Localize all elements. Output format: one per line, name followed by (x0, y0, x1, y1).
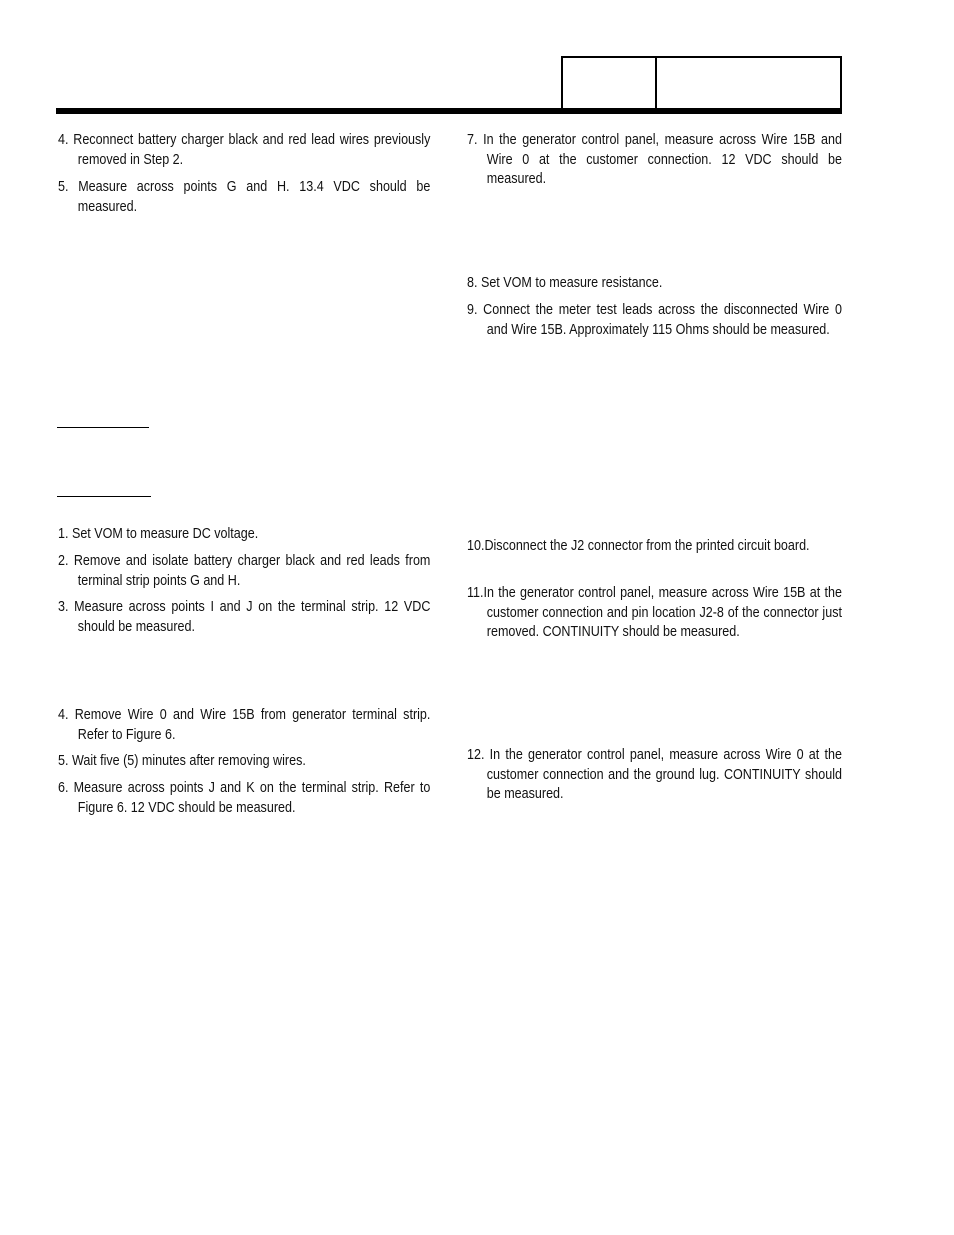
header-box-right (655, 56, 842, 108)
step-left-5a: 5. Measure across points G and H. 13.4 VDC should be measured. (58, 179, 431, 215)
header-box-left (561, 56, 657, 108)
section-heading-underline (57, 427, 149, 428)
step-right-10: 10.Disconnect the J2 connector from the printed circuit board. (467, 538, 810, 554)
step-right-12: 12. In the generator control panel, measure across Wire 0 at the customer connection and the ground lug. CONTINUITY should be measured. (467, 747, 842, 802)
step-left-6: 6. Measure across points J and K on the terminal strip. Refer to Figure 6. 12 VDC should be measured. (58, 780, 431, 816)
step-right-9: 9. Connect the meter test leads across the disconnected Wire 0 and Wire 15B. Approximately 115 Ohms should be measured. (467, 302, 842, 338)
step-left-4a: 4. Reconnect battery charger black and red lead wires previously removed in Step 2. (58, 132, 431, 168)
step-left-3: 3. Measure across points I and J on the terminal strip. 12 VDC should be measured. (58, 599, 431, 635)
step-left-4b: 4. Remove Wire 0 and Wire 15B from generator terminal strip. Refer to Figure 6. (58, 707, 431, 743)
step-right-8: 8. Set VOM to measure resistance. (467, 275, 663, 291)
step-left-2: 2. Remove and isolate battery charger black and red leads from terminal strip points G and H. (58, 553, 431, 589)
step-right-11: 11.In the generator control panel, measure across Wire 15B at the customer connection and pin location J2-8 of the connector just removed. CONTINUITY should be measured. (467, 585, 842, 640)
section-heading-underline (57, 496, 151, 497)
step-left-1: 1. Set VOM to measure DC voltage. (58, 526, 259, 542)
step-left-5b: 5. Wait five (5) minutes after removing wires. (58, 753, 306, 769)
header-rule (56, 108, 842, 114)
step-right-7: 7. In the generator control panel, measure across Wire 15B and Wire 0 at the customer connection. 12 VDC should be measured. (467, 132, 842, 187)
